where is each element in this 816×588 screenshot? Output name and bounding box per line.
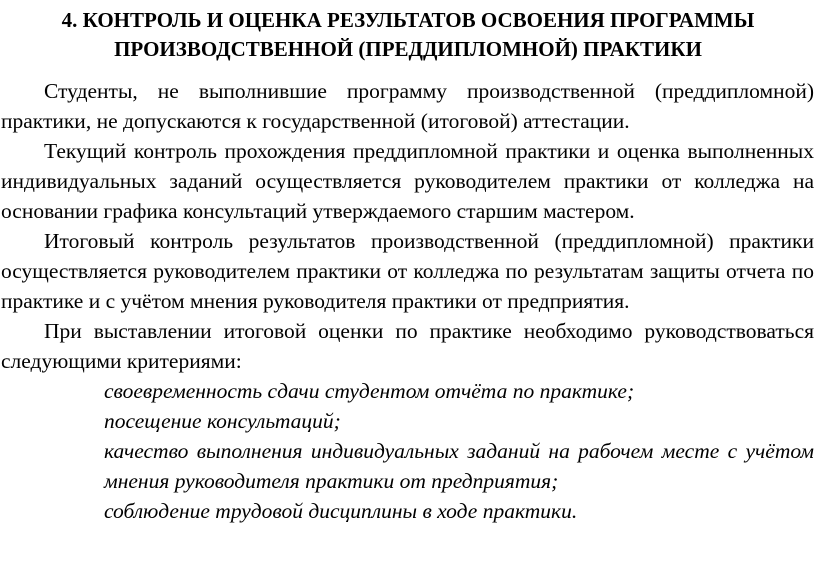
- heading-line-1: 4. КОНТРОЛЬ И ОЦЕНКА РЕЗУЛЬТАТОВ ОСВОЕНИЯ ПРОГРАММЫ: [61, 8, 755, 32]
- document-body: [1, 76, 814, 526]
- paragraph-admission: Студенты, не выполнившие программу производственной (преддипломной) практики, не допускаются к государственной (итоговой) аттестации.: [1, 79, 814, 133]
- criteria-item-quality: качество выполнения индивидуальных заданий на рабочем месте с учётом мнения руководителя практики от предприятия;: [104, 439, 814, 493]
- criteria-list: [1, 376, 814, 526]
- section-heading: [0, 6, 816, 64]
- criteria-item-discipline: соблюдение трудовой дисциплины в ходе практики.: [104, 499, 578, 523]
- heading-line-2: ПРОИЗВОДСТВЕННОЙ (ПРЕДДИПЛОМНОЙ) ПРАКТИКИ: [114, 37, 702, 61]
- paragraph-grading-criteria-intro: При выставлении итоговой оценки по практике необходимо руководствоваться следующими критериями:: [1, 319, 814, 373]
- criteria-item-timeliness: своевременность сдачи студентом отчёта по практике;: [104, 379, 635, 403]
- criteria-item-attendance: посещение консультаций;: [104, 409, 341, 433]
- paragraph-current-control: Текущий контроль прохождения преддипломной практики и оценка выполненных индивидуальных заданий осуществляется руководителем практики от колледжа на основании графика консультаций утверждаемого старшим мастером.: [1, 139, 814, 223]
- paragraph-final-control: Итоговый контроль результатов производственной (преддипломной) практики осуществляется руководителем практики от колледжа по результатам защиты отчета по практике и с учётом мнения руководителя практики от предприятия.: [1, 229, 814, 313]
